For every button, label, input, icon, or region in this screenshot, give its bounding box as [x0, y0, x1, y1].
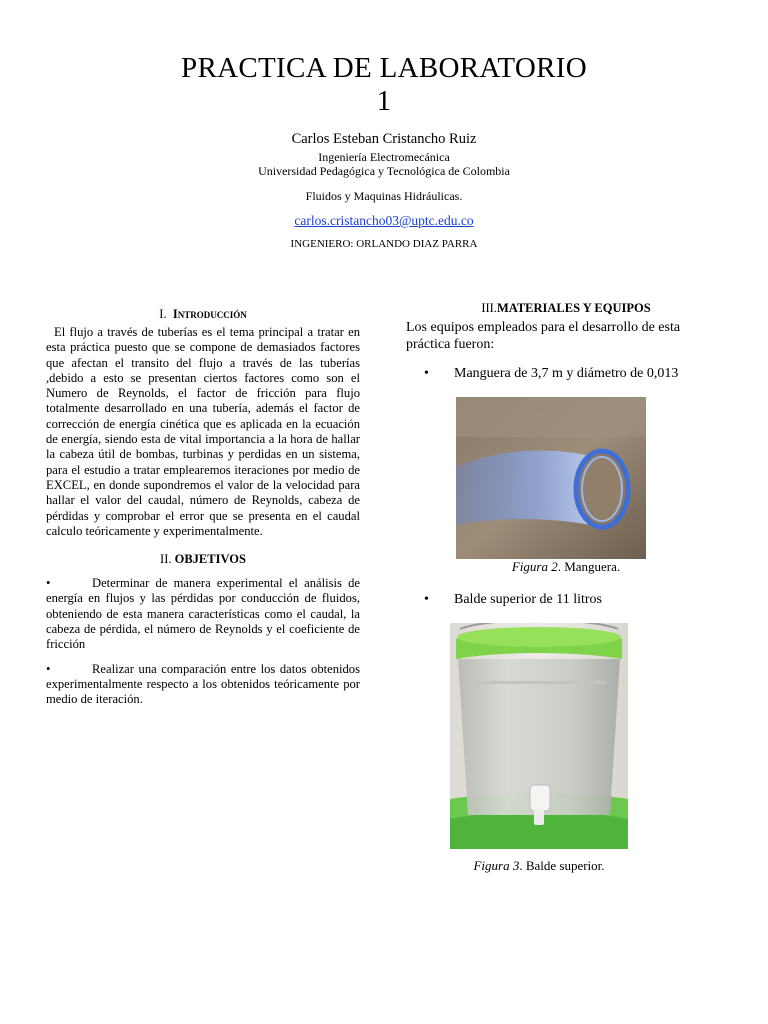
section-numeral: I. [159, 307, 167, 321]
author-email [0, 213, 768, 229]
figure-2-caption [406, 559, 726, 575]
paper-title-line2: 1 [376, 85, 392, 117]
email-link[interactable]: carlos.cristancho03@uptc.edu.co [294, 213, 474, 228]
introduction-paragraph: El flujo a través de tuberías es el tema principal a tratar en esta práctica puesto que se compone de demasiados factores que afectan el transito del flujo a través de las tuberías ,debido a esto se presentan ciertos factores como son el Numero de Reynolds, el factor de fricción para flujo totalmente desarrollado en una tubería, además el factor de corrección de energía cinética que es aplicada en la ecuación de energía, siendo esta de vital importancia a la hora de hallar la cabeza útil de bombas, turbinas y perdidas en un sistema, para el estudio a tratar emplearemos iteraciones por medio de EXCEL, en donde supondremos el valor de la velocidad para hallar el valor del caudal, número de Reynolds, cabeza de pérdidas y comprobar el error que se presenta en el caudal calculo teóricamente y experimentalmente. [46, 325, 360, 538]
objective-text: Realizar una comparación entre los datos obtenidos experimentalmente respecto a los obtenidos teóricamente por medio de iteración. [46, 661, 360, 707]
figure-3-caption [379, 858, 699, 874]
engineer-name: INGENIERO: ORLANDO DIAZ PARRA [290, 238, 478, 250]
figure-label: Figura 3 [473, 858, 520, 873]
affiliation-program: Ingeniería Electromecánica [318, 150, 450, 164]
material-text: Balde superior de 11 litros [454, 592, 603, 607]
section-heading-objetivos [46, 551, 360, 567]
figure-caption-text: . Balde superior. [519, 858, 605, 873]
section-title: MATERIALES Y EQUIPOS [496, 301, 651, 315]
right-column [406, 300, 726, 353]
section-numeral: II. [160, 552, 172, 567]
bullet-icon: • [46, 576, 51, 591]
section-heading-materiales [406, 300, 726, 316]
left-column [46, 306, 360, 708]
figure-bucket-photo [450, 623, 628, 849]
paper-title-line1: PRACTICA DE LABORATORIO [181, 52, 587, 84]
author-name: Carlos Esteban Cristancho Ruiz [291, 131, 477, 147]
materials-intro: Los equipos empleados para el desarrollo de esta práctica fueron: [406, 320, 681, 352]
bullet-icon: • [424, 366, 429, 381]
section-heading-introduccion [46, 306, 360, 322]
material-text: Manguera de 3,7 m y diámetro de 0,013 [454, 366, 679, 381]
objective-text: Determinar de manera experimental el análisis de energía en flujos y las pérdidas por conducción de fluidos, obteniendo de esta manera características como el caudal, la cabeza de pérdida, el número de Reynolds y el coeficiente de fricción [46, 576, 360, 652]
bullet-icon: • [46, 661, 51, 676]
figure-caption-text: . Manguera. [557, 559, 621, 574]
affiliation-university: Universidad Pedagógica y Tecnológica de Colombia [258, 164, 510, 178]
objective-item [46, 662, 360, 708]
section-title: OBJETIVOS [174, 552, 246, 567]
course-name: Fluidos y Maquinas Hidráulicas. [305, 189, 463, 203]
section-title: Introducción [172, 307, 247, 321]
section-numeral: III. [481, 301, 497, 315]
bucket-image [450, 623, 628, 849]
hose-image [456, 397, 646, 559]
bullet-icon: • [424, 592, 429, 607]
figure-hose-photo [456, 397, 646, 559]
figure-label: Figura 2 [511, 559, 558, 574]
objective-item [46, 576, 360, 652]
